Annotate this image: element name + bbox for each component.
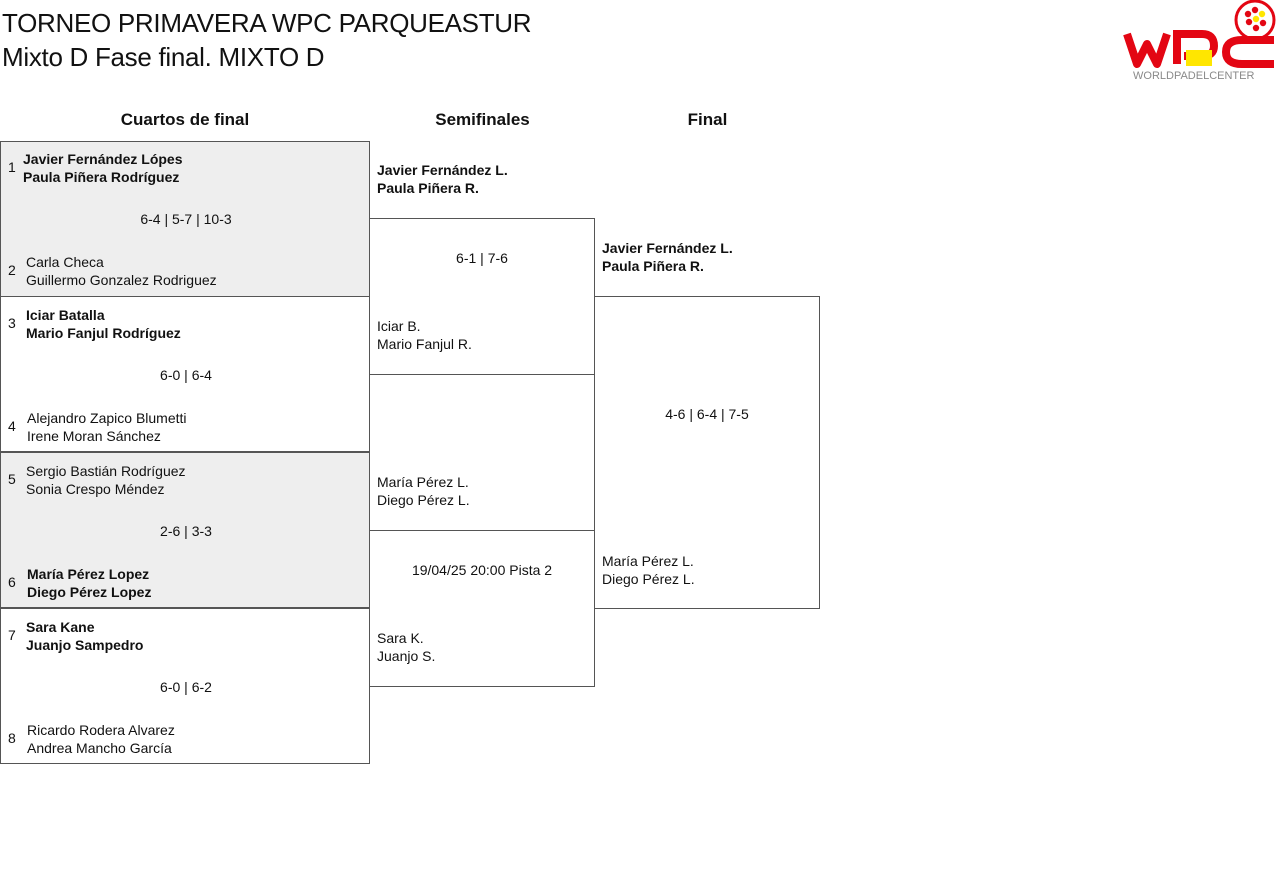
player-name: Sergio Bastián Rodríguez xyxy=(26,463,186,479)
team-entry xyxy=(23,150,183,186)
quarterfinal-match-2[interactable] xyxy=(0,296,370,452)
player-name: Diego Pérez L. xyxy=(377,492,470,508)
player-name: María Pérez Lopez xyxy=(27,566,150,582)
seed-number: 5 xyxy=(8,471,16,487)
team-entry xyxy=(27,721,175,757)
player-name: Juanjo Sampedro xyxy=(26,637,144,653)
match-schedule: 19/04/25 20:00 Pista 2 xyxy=(411,562,553,578)
player-name: Alejandro Zapico Blumetti xyxy=(27,410,187,426)
team-entry xyxy=(26,253,217,289)
seed-number: 2 xyxy=(8,262,16,278)
round-heading-quarters: Cuartos de final xyxy=(120,110,250,129)
quarterfinal-match-1[interactable] xyxy=(0,141,370,297)
match-score: 6-1 | 7-6 xyxy=(456,250,508,266)
seed-number: 6 xyxy=(8,574,16,590)
seed-number: 8 xyxy=(8,730,16,746)
semifinal-match-2[interactable] xyxy=(369,530,595,687)
player-name: María Pérez L. xyxy=(602,553,694,569)
seed-number: 4 xyxy=(8,418,16,434)
logo-text: WORLDPADELCENTER xyxy=(1133,70,1255,82)
round-heading-semis: Semifinales xyxy=(435,110,530,129)
match-score: 6-4 | 5-7 | 10-3 xyxy=(140,211,232,227)
player-name: Paula Piñera R. xyxy=(377,180,479,196)
player-name: Mario Fanjul Rodríguez xyxy=(26,325,181,341)
player-name: Carla Checa xyxy=(26,254,104,270)
semifinal-match-1[interactable] xyxy=(369,218,595,375)
player-name: Iciar Batalla xyxy=(26,307,105,323)
player-name: Guillermo Gonzalez Rodriguez xyxy=(26,272,217,288)
semifinal-1-team-bottom xyxy=(377,317,472,353)
player-name: Iciar B. xyxy=(377,318,421,334)
seed-number: 3 xyxy=(8,315,16,331)
player-name: Diego Pérez L. xyxy=(602,571,695,587)
semifinal-2-team-bottom xyxy=(377,629,435,665)
final-team-top xyxy=(602,239,733,275)
player-name: Diego Pérez Lopez xyxy=(27,584,152,600)
semifinal-1-team-top xyxy=(377,161,508,197)
team-entry xyxy=(26,462,186,498)
player-name: Andrea Mancho García xyxy=(27,740,172,756)
player-name: Javier Fernández Lópes xyxy=(23,151,183,167)
padel-ball-icon xyxy=(1236,1,1274,39)
tournament-title: TORNEO PRIMAVERA WPC PARQUEASTUR xyxy=(2,8,532,38)
player-name: Juanjo S. xyxy=(377,648,436,664)
team-entry xyxy=(27,565,151,601)
team-entry xyxy=(27,409,187,445)
player-name: Sara K. xyxy=(377,630,424,646)
player-name: Javier Fernández L. xyxy=(602,240,733,256)
match-score: 6-0 | 6-2 xyxy=(160,679,212,695)
player-name: Paula Piñera Rodríguez xyxy=(23,169,180,185)
quarterfinal-match-3[interactable] xyxy=(0,452,370,608)
team-entry xyxy=(26,618,143,654)
player-name: Irene Moran Sánchez xyxy=(27,428,161,444)
seed-number: 1 xyxy=(8,159,16,175)
player-name: Ricardo Rodera Alvarez xyxy=(27,722,175,738)
wpc-logo xyxy=(1122,0,1280,84)
quarterfinal-match-4[interactable] xyxy=(0,608,370,764)
player-name: Paula Piñera R. xyxy=(602,258,704,274)
player-name: Sonia Crespo Méndez xyxy=(26,481,165,497)
match-score: 2-6 | 3-3 xyxy=(160,523,212,539)
tournament-subtitle: Mixto D Fase final. MIXTO D xyxy=(2,42,325,72)
final-match[interactable] xyxy=(594,296,820,609)
final-team-bottom xyxy=(602,552,695,588)
player-name: Javier Fernández L. xyxy=(377,162,508,178)
player-name: María Pérez L. xyxy=(377,474,469,490)
semifinal-2-team-top xyxy=(377,473,470,509)
seed-number: 7 xyxy=(8,627,16,643)
match-score: 4-6 | 6-4 | 7-5 xyxy=(665,406,749,422)
team-entry xyxy=(26,306,181,342)
player-name: Mario Fanjul R. xyxy=(377,336,472,352)
match-score: 6-0 | 6-4 xyxy=(160,367,212,383)
round-heading-final: Final xyxy=(687,110,728,129)
player-name: Sara Kane xyxy=(26,619,95,635)
